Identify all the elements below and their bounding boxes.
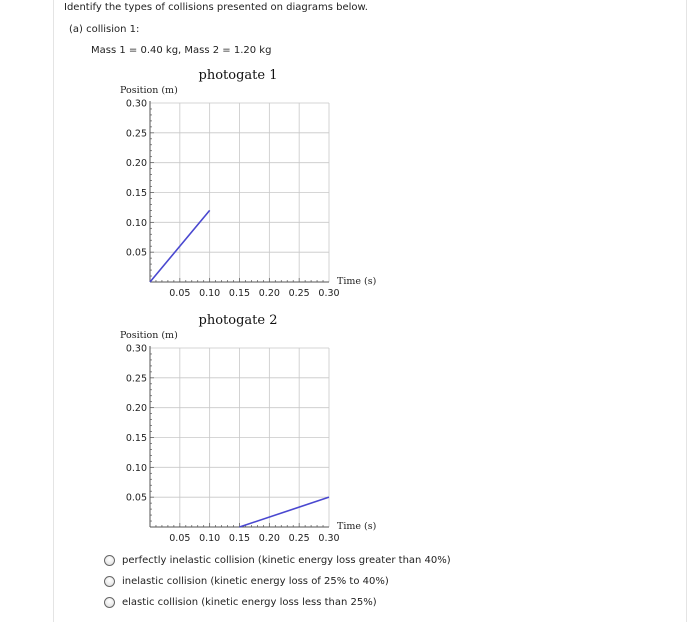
y-tick-label: 0.10: [125, 217, 147, 229]
y-tick-label: 0.05: [125, 247, 147, 259]
y-tick-label: 0.30: [125, 343, 147, 355]
option-label[interactable]: elastic collision (kinetic energy loss less than 25%): [122, 596, 377, 608]
option-label[interactable]: inelastic collision (kinetic energy loss of 25% to 40%): [122, 575, 389, 587]
x-axis-label: Time (s): [337, 276, 377, 287]
x-tick-label: 0.10: [199, 533, 221, 544]
y-axis-label: Position (m): [120, 85, 178, 96]
x-tick-label: 0.25: [288, 288, 310, 299]
option-inelastic[interactable]: [104, 573, 389, 589]
y-tick-label: 0.25: [125, 373, 147, 385]
chart-svg: [0, 62, 700, 302]
y-tick-label: 0.05: [125, 492, 147, 504]
chart-photogate-1: [0, 62, 700, 302]
masses-text: Mass 1 = 0.40 kg, Mass 2 = 1.20 kg: [91, 45, 272, 56]
y-axis-label: Position (m): [120, 330, 178, 341]
x-tick-label: 0.15: [228, 533, 251, 544]
x-tick-label: 0.05: [169, 288, 191, 299]
chart-title: photogate 2: [198, 313, 278, 328]
x-tick-label: 0.20: [258, 288, 280, 299]
radio-button[interactable]: [104, 555, 115, 566]
question-text: Identify the types of collisions presented on diagrams below.: [64, 2, 368, 13]
y-tick-label: 0.30: [125, 98, 147, 110]
option-label[interactable]: perfectly inelastic collision (kinetic energy loss greater than 40%): [122, 554, 451, 566]
y-tick-label: 0.20: [125, 403, 147, 415]
x-tick-label: 0.30: [318, 288, 340, 299]
option-elastic[interactable]: [104, 594, 377, 610]
x-tick-label: 0.30: [318, 533, 340, 544]
x-tick-label: 0.15: [228, 288, 251, 299]
x-axis-label: Time (s): [337, 521, 377, 532]
x-tick-label: 0.05: [169, 533, 191, 544]
chart-svg: [0, 307, 700, 547]
option-perfectly-inelastic[interactable]: [104, 552, 451, 568]
y-tick-label: 0.15: [125, 188, 147, 199]
x-tick-label: 0.25: [288, 533, 310, 544]
y-tick-label: 0.15: [125, 433, 147, 444]
data-line-position: [240, 497, 330, 527]
y-tick-label: 0.20: [125, 158, 147, 170]
chart-photogate-2: [0, 307, 700, 547]
radio-button[interactable]: [104, 576, 115, 587]
x-tick-label: 0.10: [199, 288, 221, 299]
part-label: (a) collision 1:: [69, 24, 140, 35]
x-tick-label: 0.20: [258, 533, 280, 544]
y-tick-label: 0.25: [125, 128, 147, 140]
radio-button[interactable]: [104, 597, 115, 608]
y-tick-label: 0.10: [125, 462, 147, 474]
chart-title: photogate 1: [198, 68, 278, 83]
